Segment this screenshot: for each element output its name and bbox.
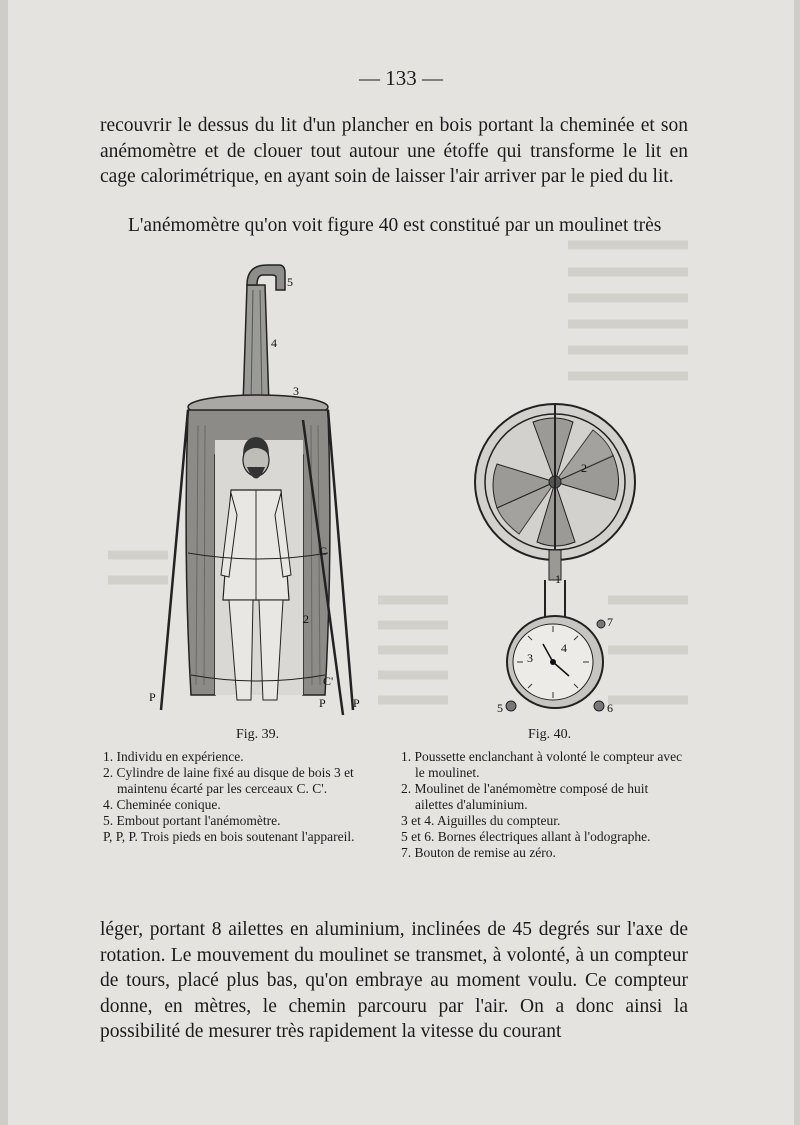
legend-item: 5 et 6. Bornes électriques allant à l'odographe. [401, 829, 651, 844]
fig40-label-7: 7 [607, 615, 613, 629]
fig40-label-4: 4 [561, 641, 567, 655]
legend-item: 3 et 4. Aiguilles du compteur. [401, 813, 561, 828]
fig39-label-5: 5 [287, 275, 293, 289]
page-number: — 133 — [359, 66, 443, 90]
paragraph-1: recouvrir le dessus du lit d'un plancher en bois portant la cheminée et son anémomètre et de clouer tout autour une étoffe qui transforme le lit en cage calorimétrique, en ayant soin de laisser l'air arriver par le pied du lit. [100, 115, 688, 187]
fig39-label-4: 4 [271, 336, 277, 350]
fig39-label-2: 2 [303, 612, 309, 626]
fig39-label-p-right: P [353, 696, 360, 710]
legend-item: P, P, P. Trois pieds en bois soutenant l'appareil. [103, 829, 355, 844]
figure-40-illustration [463, 400, 663, 730]
book-page [8, 0, 794, 1125]
legend-item: 5. Embout portant l'anémomètre. [103, 813, 281, 828]
legend-item: 4. Cheminée conique. [103, 797, 221, 812]
paragraph-2: L'anémomètre qu'on voit figure 40 est constitué par un moulinet très [128, 215, 662, 236]
fig40-label-3: 3 [527, 651, 533, 665]
legend-item: 2. Cylindre de laine fixé au disque de bois 3 et maintenu écarté par les cerceaux C. C'. [103, 765, 354, 796]
fig39-label-p-middle: P [319, 696, 326, 710]
fig40-label-6: 6 [607, 701, 613, 715]
fig39-label-c-prime: C' [323, 674, 334, 688]
figure-39-caption: Fig. 39. [236, 727, 280, 742]
fig40-label-5: 5 [497, 701, 503, 715]
figure-40-caption: Fig. 40. [528, 727, 572, 742]
fig39-label-c: C [319, 544, 328, 558]
fig39-label-p-left: P [149, 690, 156, 704]
fig39-label-3: 3 [293, 384, 299, 398]
paragraph-3: léger, portant 8 ailettes en aluminium, inclinées de 45 degrés sur l'axe de rotation. Le mouvement du moulinet se transmet, à volonté, à un compteur de tours, placé plus bas, qu'on embraye au moment voulu. Ce compteur donne, en mètres, le chemin parcouru par l'air. On a donc ainsi la possibilité de mesurer très rapidement la vitesse du courant [100, 919, 688, 1042]
figure-39-legend [103, 749, 378, 845]
figure-40-legend [401, 749, 689, 861]
figure-39-illustration [143, 255, 373, 735]
legend-item: 1. Individu en expérience. [103, 749, 244, 764]
legend-item: 1. Poussette enclanchant à volonté le compteur avec le moulinet. [401, 749, 683, 780]
legend-item: 7. Bouton de remise au zéro. [401, 845, 556, 860]
fig40-label-2: 2 [581, 461, 587, 475]
legend-item: 2. Moulinet de l'anémomètre composé de huit ailettes d'aluminium. [401, 781, 649, 812]
fig40-label-1: 1 [555, 572, 561, 586]
